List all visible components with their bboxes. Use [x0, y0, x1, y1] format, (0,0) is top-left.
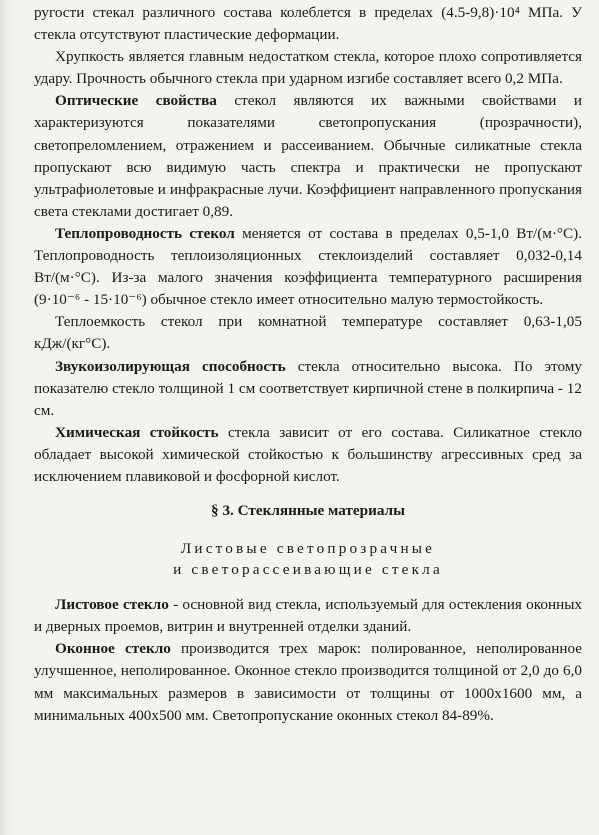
paragraph-chemical-resistance	[34, 422, 582, 488]
paragraph-thermal-conductivity	[34, 223, 582, 311]
paragraph-text: ругости стекал различного состава колеблется в пределах (4.5-9,8)·10⁴ МПа. У стекла отсутствуют пластические деформации.	[34, 4, 582, 44]
paragraph-text: - основной вид стекла, используемый для остекления оконных и дверных проемов, витрин и внутренней отделки зданий.	[34, 596, 582, 636]
paragraph-text: меняется от состава в пределах 0,5-1,0 Вт/(м·°С). Теплопроводность теплоизоляционных стеклоизделий составляет 0,032-0,14 Вт/(м·°С). Из-за малого значения коэффициента температурного расширения (9·10⁻⁶ - 15·10⁻⁶) обычное стекло имеет относительно малую термостойкость.	[34, 224, 582, 309]
term-sheet-glass: Листовое стекло	[55, 596, 169, 614]
paragraph-optical-properties	[34, 90, 582, 223]
term-optical-properties: Оптические свойства	[55, 92, 217, 110]
paragraph-sheet-glass	[34, 594, 582, 638]
paragraph-text: Теплоемкость стекол при комнатной температуре составляет 0,63-1,05 кДж/(кг°С).	[34, 313, 582, 353]
term-chemical-resistance: Химическая стойкость	[55, 423, 219, 441]
section-heading: § 3. Стеклянные материалы	[211, 502, 405, 520]
page-text	[34, 2, 582, 727]
term-sound-insulation: Звукоизолирующая способность	[55, 357, 286, 375]
paragraph-window-glass	[34, 638, 582, 726]
paragraph-brittleness	[34, 46, 582, 90]
paragraph-text: стекла зависит от его состава. Силикатное стекло обладает высокой химической стойкостью к большинству агрессивных сред за исключением плавиковой и фосфорной кислот.	[34, 423, 582, 485]
paragraph-heat-capacity	[34, 311, 582, 355]
term-window-glass: Оконное стекло	[55, 640, 171, 658]
paragraph-strength-continuation	[34, 2, 582, 46]
paragraph-text: стекла относительно высока. По этому показателю стекло толщиной 1 см соответствует кирпичной стене в полкирпича - 12 см.	[34, 357, 582, 419]
paragraph-sound-insulation	[34, 356, 582, 422]
paragraph-text: стекол являются их важными свойствами и характеризуются показателями светопропускания (прозрачности), светопреломлением, отражением и рассеиванием. Обычные силикатные стекла пропускают всю видимую часть спектра и практически не пропускают ультрафиолетовые и инфракрасные лучи. Коэффициент направленного пропускания света стеклами достигает 0,89.	[34, 92, 582, 220]
subsection-heading-line-2: и светорассеивающие стекла	[173, 561, 443, 579]
subsection-heading	[34, 538, 582, 580]
paragraph-text: производится трех марок: полированное, неполированное улучшенное, неполированное. Оконное стекло производится толщиной от 2,0 до 6,0 мм максимальных размеров в зависимости от толщины от 1000х1600 мм, а минимальных 400х500 мм. Светопропускание оконных стекол 84-89%.	[34, 640, 582, 724]
paragraph-text: Хрупкость является главным недостатком стекла, которое плохо сопротивляется удару. Прочность обычного стекла при ударном изгибе составляет всего 0,2 МПа.	[34, 48, 582, 88]
term-thermal-conductivity: Теплопроводность стекол	[55, 224, 235, 242]
subsection-heading-line-1: Листовые светопрозрачные	[180, 540, 436, 558]
